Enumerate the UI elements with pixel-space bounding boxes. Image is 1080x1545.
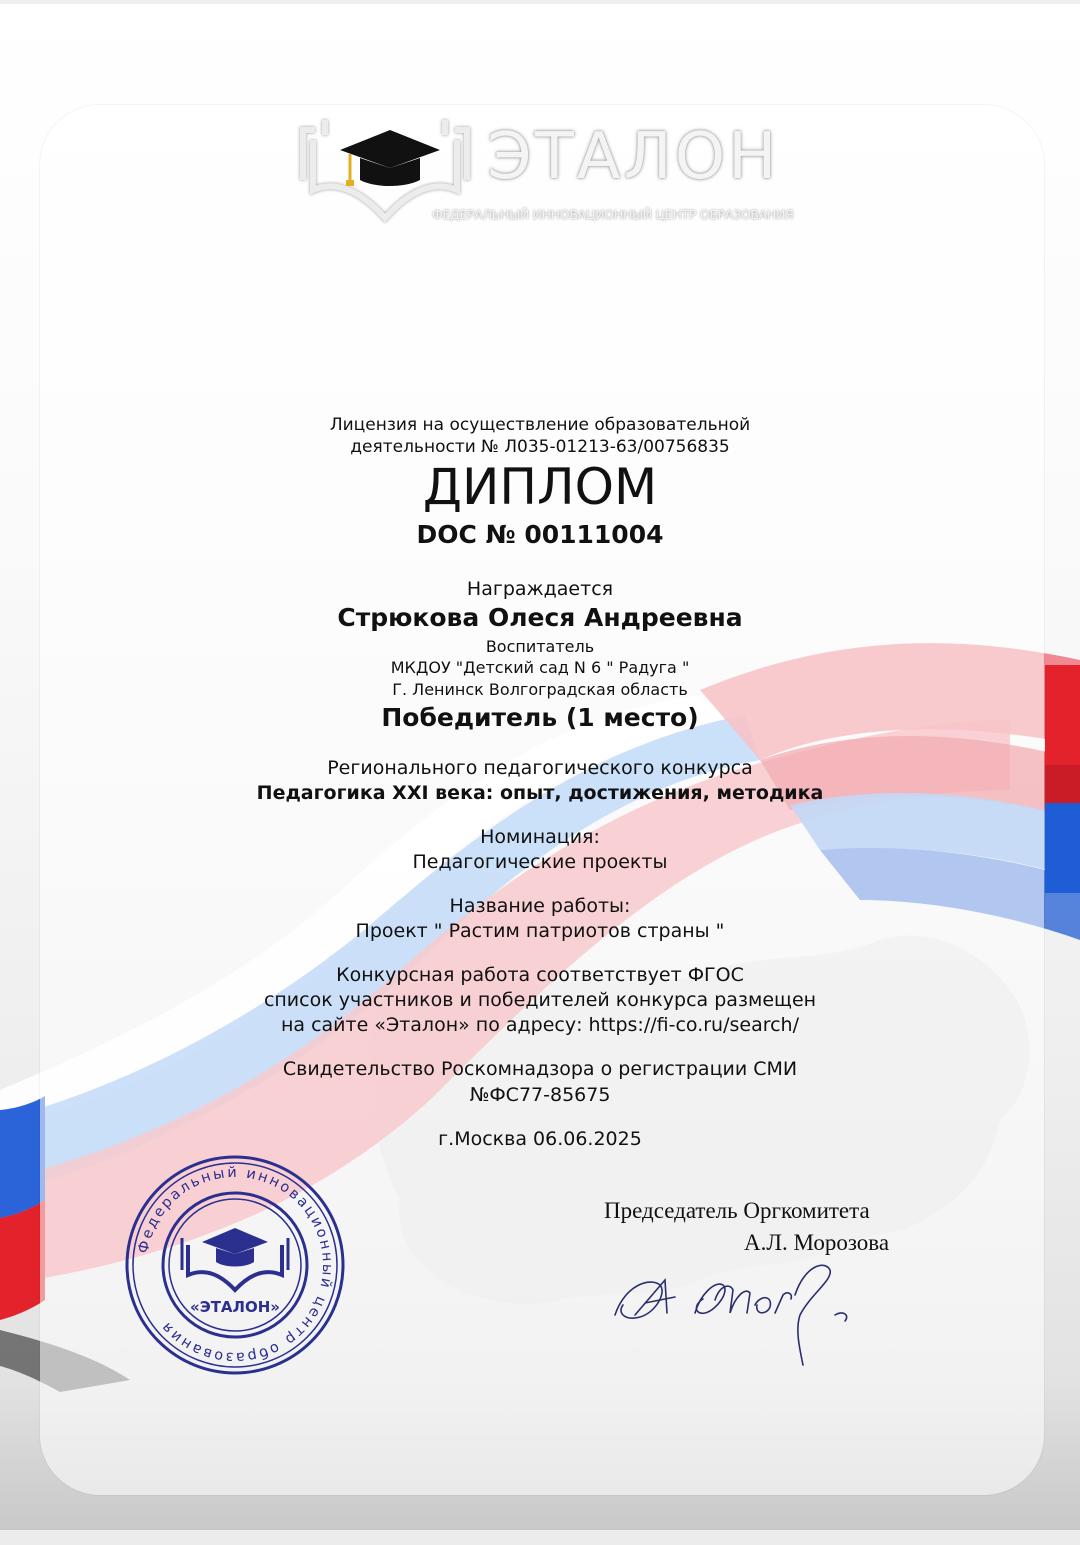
recipient-position: Воспитатель	[485, 637, 595, 656]
bottom-border	[0, 1530, 1080, 1545]
contest-type: Регионального педагогического конкурса	[327, 757, 753, 779]
svg-text:Федеральный инновационный цент: Федеральный инновационный центр образования	[135, 1164, 336, 1366]
etalon-stamp	[120, 1150, 350, 1380]
notes-line-2: список участников и победителей конкурса размещен	[263, 989, 817, 1011]
place-date: г.Москва 06.06.2025	[438, 1128, 642, 1150]
diploma-title: ДИПЛОМ	[422, 458, 658, 516]
logo-subtitle: ФЕДЕРАЛЬНЫЙ ИННОВАЦИОННЫЙ ЦЕНТР ОБРАЗОВАНИЯ	[432, 207, 794, 222]
nomination-label: Номинация:	[480, 826, 600, 848]
recipient-organization: МКДОУ "Детский сад N 6 " Радуга "	[390, 658, 690, 677]
registration-line-1: Свидетельство Роскомнадзора о регистрации СМИ	[282, 1058, 798, 1080]
recipient-location: Г. Ленинск Волгоградская область	[392, 680, 688, 699]
stamp-center-text: «ЭТАЛОН»	[190, 1298, 280, 1316]
signer-name: А.Л. Морозова	[744, 1230, 890, 1255]
recipient-name: Стрюкова Олеся Андреевна	[337, 603, 743, 632]
awarded-label: Награждается	[466, 578, 614, 600]
result-title: Победитель (1 место)	[381, 703, 699, 732]
notes-line-1: Конкурсная работа соответствует ФГОС	[336, 964, 744, 986]
work-title: Проект " Растим патриотов страны "	[355, 920, 725, 942]
notes-line-3: на сайте «Эталон» по адресу: https://fi-co.ru/search/	[280, 1014, 800, 1036]
license-line-1: Лицензия на осуществление образовательной	[329, 415, 751, 435]
work-label: Название работы:	[449, 895, 631, 917]
etalon-logo	[295, 110, 794, 235]
document-number: DOC № 00111004	[416, 520, 664, 549]
signer-title: Председатель Оргкомитета	[604, 1198, 870, 1223]
nomination-value: Педагогические проекты	[412, 851, 668, 873]
logo-name: ЭТАЛОН	[487, 120, 780, 194]
handwritten-signature	[605, 1255, 865, 1375]
contest-name: Педагогика XXI века: опыт, достижения, методика	[256, 782, 824, 804]
registration-number: №ФС77-85675	[469, 1084, 611, 1106]
license-line-2: деятельности № Л035-01213-63/00756835	[350, 437, 730, 457]
stamp-graduation-cap-icon	[182, 1228, 288, 1290]
